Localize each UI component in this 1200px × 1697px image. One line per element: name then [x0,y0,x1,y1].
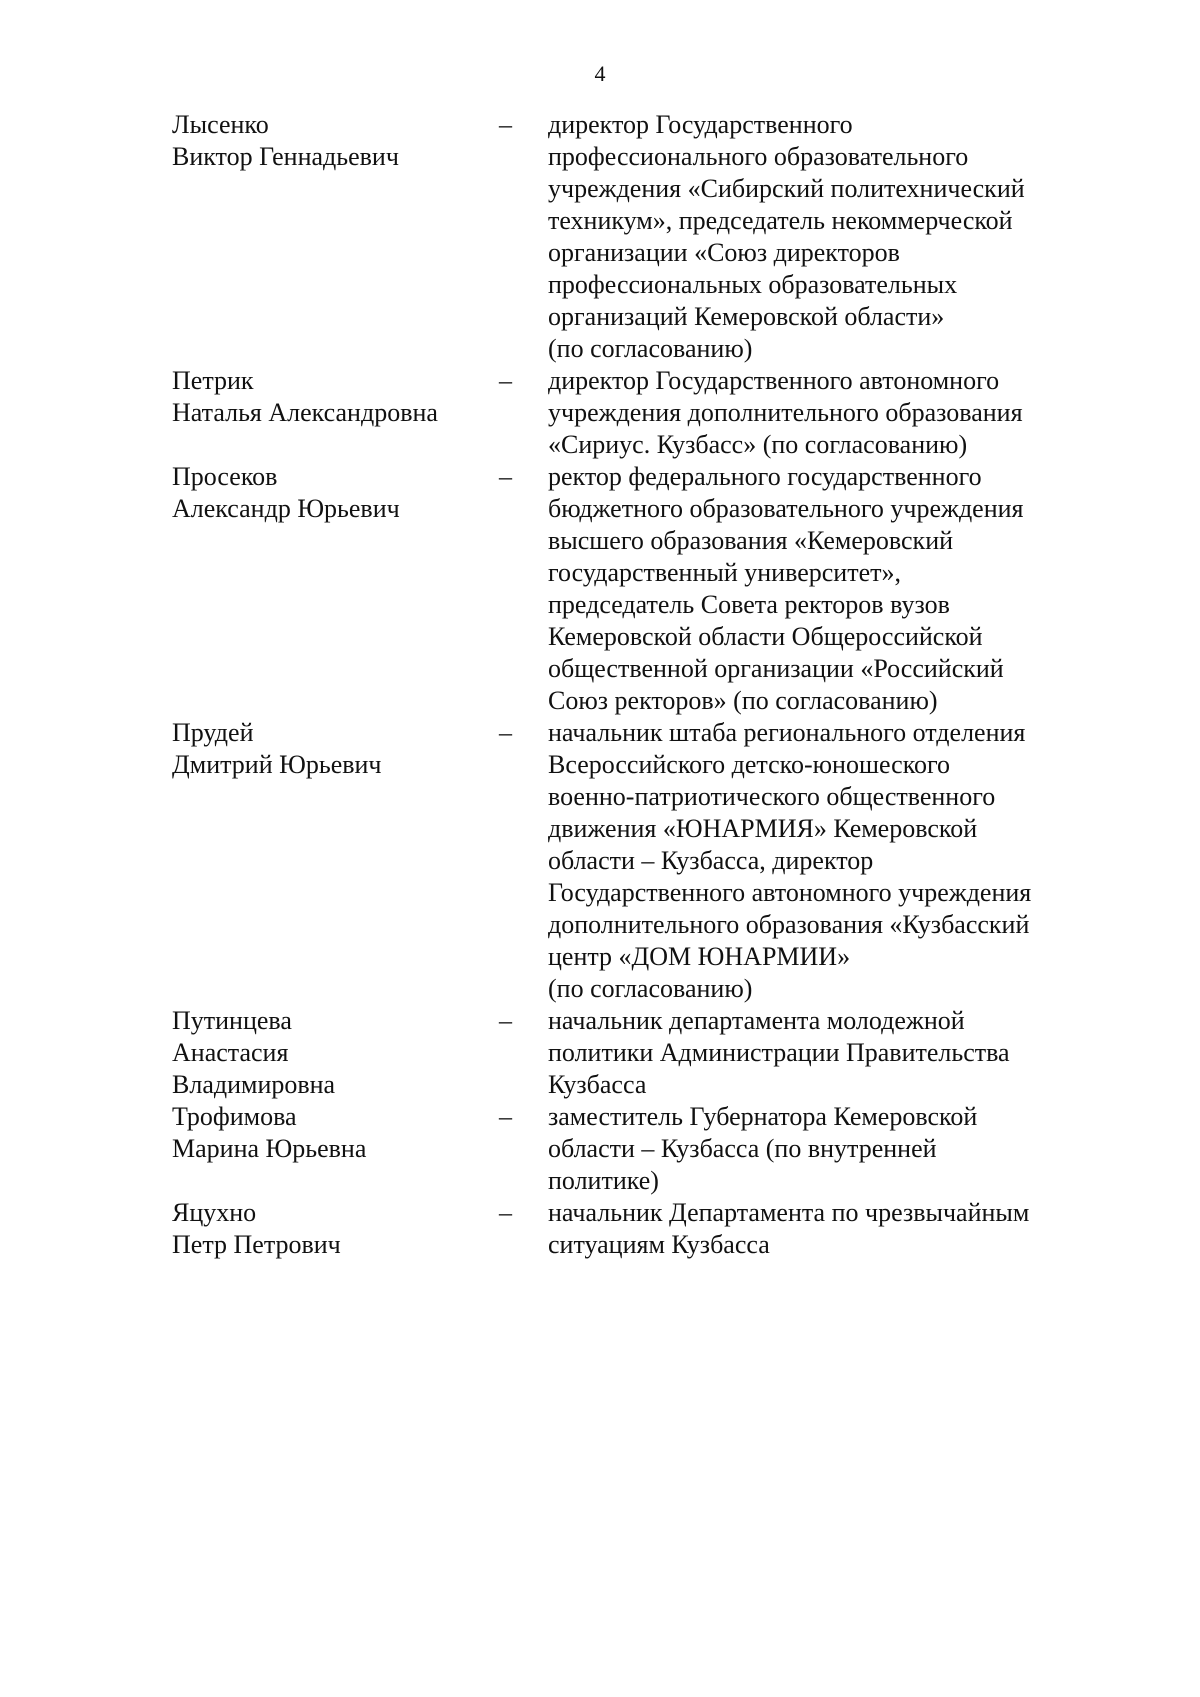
position-line: учреждения дополнительного образования [548,398,1023,427]
position-line: учреждения «Сибирский политехнический [548,174,1025,203]
position-line: (по согласованию) [548,334,753,363]
member-dash: – [499,462,512,491]
position-line: дополнительного образования «Кузбасский [548,910,1030,939]
position-line: начальник департамента молодежной [548,1006,965,1035]
member-surname: Путинцева [172,1006,292,1035]
position-line: техникум», председатель некоммерческой [548,206,1013,235]
member-given-names: Дмитрий Юрьевич [172,750,382,779]
member-name [172,717,472,781]
member-entry [0,717,1200,1005]
member-position [548,365,1168,461]
member-dash: – [499,366,512,395]
member-name [172,1197,472,1261]
member-entry [0,1101,1200,1197]
member-dash: – [499,1102,512,1131]
position-line: политике) [548,1166,659,1195]
position-line: организаций Кемеровской области» [548,302,945,331]
position-line: Государственного автономного учреждения [548,878,1032,907]
member-surname: Прудей [172,718,254,747]
member-name [172,1101,472,1165]
member-given-names: Виктор Геннадьевич [172,142,399,171]
position-line: Кемеровской области Общероссийской [548,622,983,651]
position-line: профессионального образовательного [548,142,969,171]
member-entry [0,109,1200,365]
member-entry [0,365,1200,461]
position-line: председатель Совета ректоров вузов [548,590,950,619]
member-dash: – [499,1006,512,1035]
member-surname: Петрик [172,366,254,395]
position-line: области – Кузбасса, директор [548,846,874,875]
member-name [172,461,472,525]
member-position [548,461,1168,717]
position-line: Всероссийского детско-юношеского [548,750,951,779]
member-name [172,109,472,173]
position-line: центр «ДОМ ЮНАРМИИ» [548,942,851,971]
page-number: 4 [594,61,606,86]
member-position [548,1197,1168,1261]
member-dash: – [499,718,512,747]
position-line: ситуациям Кузбасса [548,1230,770,1259]
member-entry [0,461,1200,717]
position-line: (по согласованию) [548,974,753,1003]
member-surname: Лысенко [172,110,269,139]
member-name [172,1005,472,1101]
position-line: директор Государственного [548,110,853,139]
member-given-names: Петр Петрович [172,1230,341,1259]
position-line: начальник штаба регионального отделения [548,718,1026,747]
member-given-names: Владимировна [172,1070,336,1099]
position-line: «Сириус. Кузбасс» (по согласованию) [548,430,968,459]
position-line: государственный университет», [548,558,901,587]
member-given-names: Александр Юрьевич [172,494,400,523]
position-line: заместитель Губернатора Кемеровской [548,1102,978,1131]
member-dash: – [499,1198,512,1227]
member-surname: Трофимова [172,1102,297,1131]
position-line: общественной организации «Российский [548,654,1004,683]
member-position [548,109,1168,365]
position-line: высшего образования «Кемеровский [548,526,954,555]
member-position [548,717,1168,1005]
member-name [172,365,472,429]
members-list [0,109,1200,1261]
position-line: Кузбасса [548,1070,647,1099]
position-line: области – Кузбасса (по внутренней [548,1134,937,1163]
position-line: политики Администрации Правительства [548,1038,1010,1067]
member-surname: Яцухно [172,1198,257,1227]
position-line: бюджетного образовательного учреждения [548,494,1024,523]
member-surname: Просеков [172,462,278,491]
position-line: начальник Департамента по чрезвычайным [548,1198,1030,1227]
position-line: директор Государственного автономного [548,366,1000,395]
position-line: профессиональных образовательных [548,270,958,299]
member-position [548,1005,1168,1101]
member-position [548,1101,1168,1197]
member-entry [0,1197,1200,1261]
member-given-names: Марина Юрьевна [172,1134,367,1163]
member-given-names: Наталья Александровна [172,398,438,427]
member-entry [0,1005,1200,1101]
position-line: военно-патриотического общественного [548,782,996,811]
position-line: движения «ЮНАРМИЯ» Кемеровской [548,814,978,843]
member-dash: – [499,110,512,139]
position-line: Союз ректоров» (по согласованию) [548,686,938,715]
member-given-names: Анастасия [172,1038,289,1067]
position-line: организации «Союз директоров [548,238,900,267]
position-line: ректор федерального государственного [548,462,982,491]
